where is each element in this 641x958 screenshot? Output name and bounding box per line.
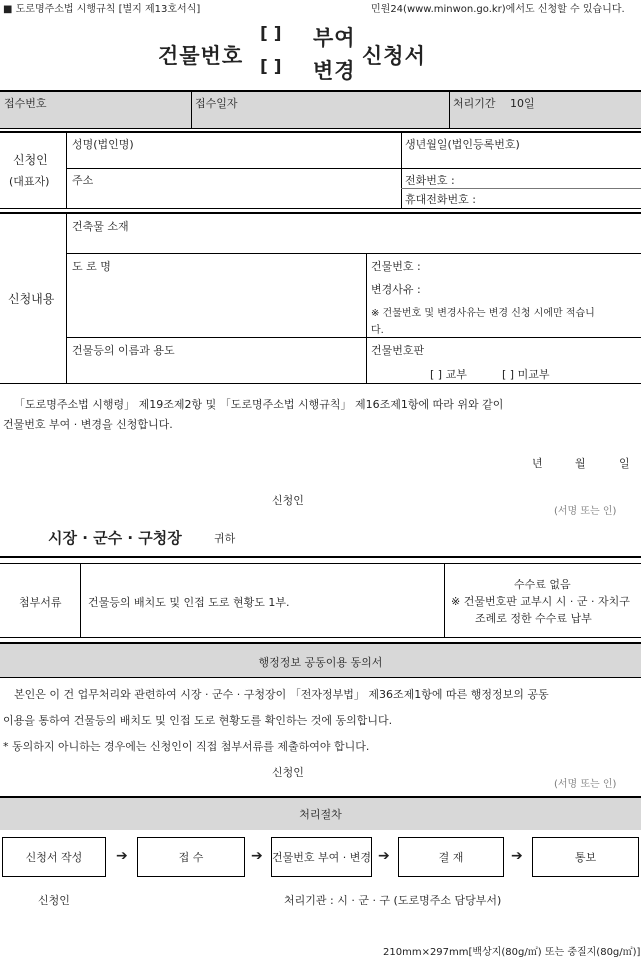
processing-period-value: 10일 [510, 97, 535, 110]
content-note-line2: 다. [371, 325, 384, 336]
procedure-step-apply: 신청서 작성 [2, 837, 106, 877]
procedure-step-approve: 결 재 [398, 837, 504, 877]
arrow-icon: ➔ [511, 848, 523, 864]
applicant-section-label: 신청인 [13, 153, 48, 167]
option1-label: 부여 [313, 26, 356, 50]
title-suffix: 신청서 [362, 44, 426, 68]
recipient-suffix: 귀하 [214, 532, 236, 545]
statement-signature[interactable]: (서명 또는 인) [554, 506, 617, 517]
form-reference: ■ 도로명주소법 시행규칙 [별지 제13호서식] [3, 4, 201, 15]
applicant-section-sub: (대표자) [9, 175, 50, 188]
applicant-address-label[interactable]: 주소 [72, 174, 94, 187]
procedure-actor-applicant: 신청인 [38, 894, 70, 907]
change-reason-label[interactable]: 변경사유 : [371, 283, 421, 296]
consent-line3: * 동의하지 아니하는 경우에는 신청인이 직접 첨부서류를 제출하여야 합니다. [3, 740, 370, 753]
road-name-label[interactable]: 도 로 명 [72, 260, 111, 273]
statement-applicant-label: 신청인 [272, 494, 304, 507]
option2-label: 변경 [313, 59, 356, 83]
option1-checkbox[interactable]: [ ] [260, 24, 282, 44]
paper-spec: 210mm×297mm[백상지(80g/㎡) 또는 중질지(80g/㎡)] [383, 947, 641, 958]
procedure-step-receive: 접 수 [137, 837, 245, 877]
processing-period-label: 처리기간 [453, 97, 496, 110]
attachments-content: 건물등의 배치도 및 인접 도로 현황도 1부. [88, 596, 290, 609]
consent-line1: 본인은 이 건 업무처리와 관련하여 시장 · 군수 · 구청장이 「전자정부법」 제36조제1항에 따른 행정정보의 공동 [14, 688, 549, 701]
option2-checkbox[interactable]: [ ] [260, 57, 282, 77]
arrow-icon: ➔ [251, 848, 263, 864]
applicant-name-label[interactable]: 성명(법인명) [72, 138, 134, 151]
date-month-label[interactable]: 월 [575, 457, 586, 470]
building-number-label[interactable]: 건물번호 : [371, 260, 421, 273]
plate-not-issue-checkbox[interactable]: [ ] 미교부 [502, 368, 550, 381]
consent-applicant-label: 신청인 [272, 766, 304, 779]
procedure-step-notify: 통보 [532, 837, 639, 877]
consent-signature[interactable]: (서명 또는 인) [554, 779, 617, 790]
arrow-icon: ➔ [116, 848, 128, 864]
procedure-title: 처리절차 [299, 808, 342, 821]
plate-issue-checkbox[interactable]: [ ] 교부 [430, 368, 467, 381]
reception-number-label: 접수번호 [4, 97, 47, 110]
fee-note-line1: ※ 건물번호판 교부시 시 · 군 · 자치구 [451, 595, 630, 608]
reception-date-label: 접수일자 [195, 97, 238, 110]
plate-label: 건물번호판 [371, 344, 425, 357]
date-day-label[interactable]: 일 [619, 457, 630, 470]
content-note-line1: ※ 건물번호 및 변경사유는 변경 신청 시에만 적습니 [371, 308, 595, 319]
building-location-label[interactable]: 건축물 소재 [72, 220, 129, 233]
statement-line2: 건물번호 부여 · 변경을 신청합니다. [3, 418, 173, 431]
statement-line1: 「도로명주소법 시행령」 제19조제2항 및 「도로명주소법 시행규칙」 제16조제1항에 따라 위와 같이 [14, 398, 504, 411]
attachments-label: 첨부서류 [19, 596, 62, 609]
recipient-title: 시장 · 군수 · 구청장 [48, 529, 182, 547]
title-prefix: 건물번호 [158, 44, 244, 68]
applicant-birth-label[interactable]: 생년월일(법인등록번호) [405, 138, 520, 151]
fee-note-line2: 조례로 정한 수수료 납부 [475, 612, 592, 625]
online-note: 민원24(www.minwon.go.kr)에서도 신청할 수 있습니다. [371, 4, 625, 15]
arrow-icon: ➔ [378, 848, 390, 864]
applicant-mobile-label[interactable]: 휴대전화번호 : [405, 193, 476, 206]
consent-title: 행정정보 공동이용 동의서 [258, 656, 383, 669]
procedure-step-assign: 건물번호 부여 · 변경 [271, 837, 372, 877]
reception-row [0, 90, 641, 128]
procedure-actor-agency: 처리기관 : 시 · 군 · 구 (도로명주소 담당부서) [284, 894, 502, 907]
consent-line2: 이용을 통하여 건물등의 배치도 및 인접 도로 현황도를 확인하는 것에 동의합니다. [3, 714, 393, 727]
building-name-use-label[interactable]: 건물등의 이름과 용도 [72, 344, 175, 357]
content-section-label: 신청내용 [8, 292, 55, 306]
date-year-label[interactable]: 년 [532, 457, 543, 470]
applicant-phone-label[interactable]: 전화번호 : [405, 174, 455, 187]
fee-title: 수수료 없음 [514, 578, 571, 591]
